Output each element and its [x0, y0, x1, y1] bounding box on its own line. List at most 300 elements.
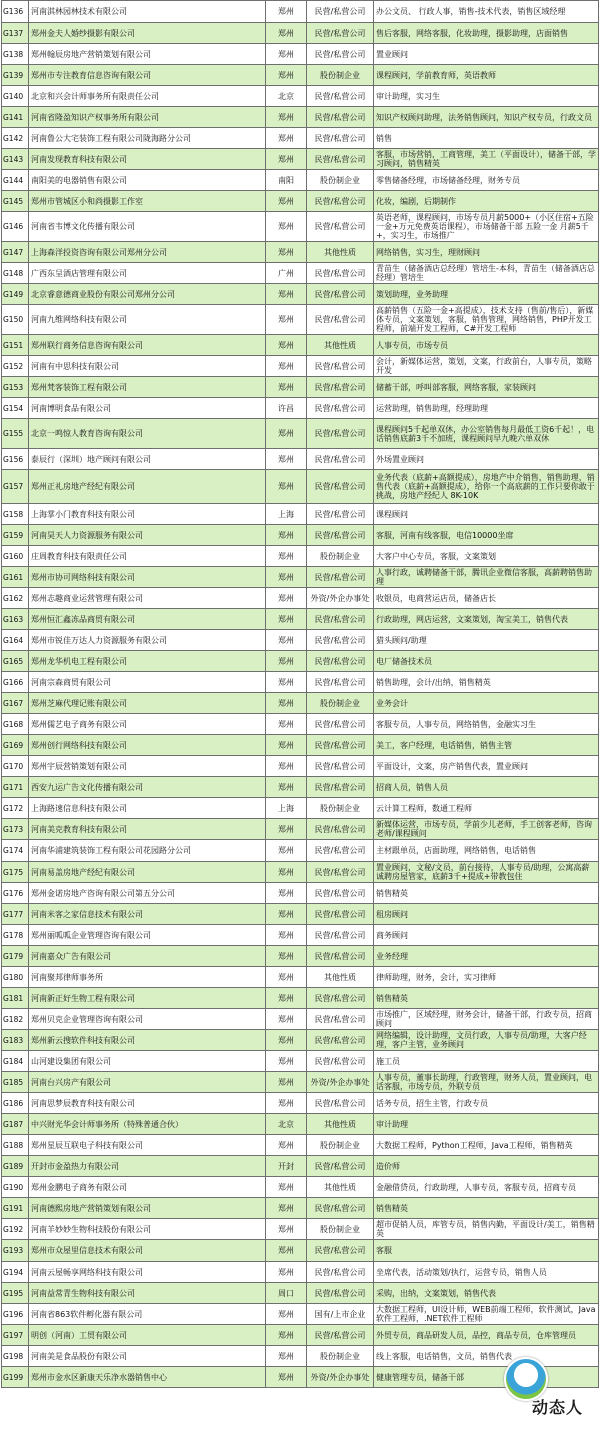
- row-id-cell: G148: [2, 263, 29, 284]
- row-id-cell: G139: [2, 65, 29, 86]
- positions-cell: 销售助理，会计/出纳，销售精英: [374, 672, 599, 693]
- table-row: [2, 904, 599, 925]
- table-row: [2, 305, 599, 335]
- positions-cell: 主材跟单员，店面助理，网络销售，电话销售: [374, 840, 599, 862]
- positions-cell: 网络销售，实习生，理财顾问: [374, 242, 599, 263]
- company-name-cell: 郑州金夫人婚纱摄影有限公司: [29, 23, 266, 44]
- row-id-cell: G172: [2, 798, 29, 819]
- city-cell: 郑州: [266, 862, 307, 883]
- row-id-cell: G184: [2, 1051, 29, 1072]
- city-cell: 郑州: [266, 377, 307, 398]
- row-id-cell: G164: [2, 630, 29, 651]
- company-type-cell: 民营/私营公司: [307, 356, 374, 377]
- table-row: [2, 419, 599, 449]
- company-type-cell: 民营/私营公司: [307, 819, 374, 840]
- table-row: [2, 44, 599, 65]
- company-name-cell: 河南美是食品股份有限公司: [29, 1346, 266, 1367]
- positions-cell: 储蓄干部，呼叫部客服，网络客服，家装顾问: [374, 377, 599, 398]
- positions-cell: 高薪销售（五险一金+高提成），技术支持（售前/售后），新媒体专员，文案策划，客服，销售管理，网络销售，PHP开发工程师，前端开发工程师，C#开发工程师: [374, 305, 599, 335]
- table-row: [2, 356, 599, 377]
- company-name-cell: 明创（河南）工贸有限公司: [29, 1325, 266, 1346]
- positions-cell: 坐席代表，活动策划/执行，运营专员，销售人员: [374, 1262, 599, 1283]
- city-cell: 郑州: [266, 1304, 307, 1325]
- city-cell: 郑州: [266, 449, 307, 470]
- city-cell: 上海: [266, 798, 307, 819]
- row-id-cell: G193: [2, 1240, 29, 1262]
- positions-cell: 青苗生（储备酒店总经理）管培生-本科，青苗生（储备酒店总经理）管培生: [374, 263, 599, 284]
- company-name-cell: 南阳美的电器销售有限公司: [29, 170, 266, 191]
- positions-cell: 英语老师，课程顾问，市场专员月薪5000+（小区住宿+五险一金+万元免费英语课程），市场储备干部 五险一金 月薪5千+，实习生，市场推广: [374, 212, 599, 242]
- company-type-cell: 民营/私营公司: [307, 1325, 374, 1346]
- row-id-cell: G171: [2, 777, 29, 798]
- company-name-cell: 上海掌小门教育科技有限公司: [29, 504, 266, 525]
- company-name-cell: 郑州市锐佳万达人力资源服务有限公司: [29, 630, 266, 651]
- positions-cell: 大数据工程师，Python工程师，Java工程师，销售精英: [374, 1135, 599, 1156]
- company-type-cell: 其他性质: [307, 1177, 374, 1198]
- company-name-cell: 河南淇林园林技术有限公司: [29, 1, 266, 23]
- city-cell: 郑州: [266, 1, 307, 23]
- company-name-cell: 河南发现教育科技有限公司: [29, 149, 266, 170]
- positions-cell: 商务顾问: [374, 925, 599, 946]
- positions-cell: 造价师: [374, 1156, 599, 1177]
- table-row: [2, 672, 599, 693]
- table-row: [2, 1030, 599, 1051]
- company-name-cell: 郑州龙华机电工程有限公司: [29, 651, 266, 672]
- company-type-cell: 民营/私营公司: [307, 212, 374, 242]
- company-type-cell: 民营/私营公司: [307, 1009, 374, 1030]
- company-type-cell: 其他性质: [307, 242, 374, 263]
- company-type-cell: 民营/私营公司: [307, 1283, 374, 1304]
- company-name-cell: 郑州星辰互联电子科技有限公司: [29, 1135, 266, 1156]
- row-id-cell: G168: [2, 714, 29, 735]
- city-cell: 郑州: [266, 925, 307, 946]
- watermark-text: 动态人: [532, 1398, 584, 1417]
- company-type-cell: 其他性质: [307, 967, 374, 988]
- company-type-cell: 民营/私营公司: [307, 756, 374, 777]
- company-type-cell: 股份制企业: [307, 546, 374, 567]
- positions-cell: 置业顾问: [374, 44, 599, 65]
- city-cell: 郑州: [266, 242, 307, 263]
- table-row: [2, 1114, 599, 1135]
- positions-cell: 平面设计，文案，房产销售代表，置业顾问: [374, 756, 599, 777]
- row-id-cell: G178: [2, 925, 29, 946]
- company-name-cell: 郑州翰辰房地产营销策划有限公司: [29, 44, 266, 65]
- company-type-cell: 民营/私营公司: [307, 1198, 374, 1219]
- positions-cell: 零售储备经理，市场储备经理，财务专员: [374, 170, 599, 191]
- row-id-cell: G180: [2, 967, 29, 988]
- row-id-cell: G147: [2, 242, 29, 263]
- city-cell: 郑州: [266, 44, 307, 65]
- company-type-cell: 民营/私营公司: [307, 504, 374, 525]
- positions-cell: 策划助理，业务助理: [374, 284, 599, 305]
- positions-cell: 办公文员、 行政人事，销售-技术代表，销售区域经理: [374, 1, 599, 23]
- table-row: [2, 23, 599, 44]
- positions-cell: 人事专员，市场专员: [374, 335, 599, 356]
- row-id-cell: G176: [2, 883, 29, 904]
- city-cell: 郑州: [266, 305, 307, 335]
- company-name-cell: 河南聚邦律师事务所: [29, 967, 266, 988]
- city-cell: 郑州: [266, 609, 307, 630]
- row-id-cell: G161: [2, 567, 29, 588]
- city-cell: 郑州: [266, 107, 307, 128]
- row-id-cell: G195: [2, 1283, 29, 1304]
- table-row: [2, 735, 599, 756]
- table-row: [2, 630, 599, 651]
- city-cell: 广州: [266, 263, 307, 284]
- table-row: [2, 284, 599, 305]
- company-name-cell: 河南博明食品有限公司: [29, 398, 266, 419]
- row-id-cell: G175: [2, 862, 29, 883]
- company-name-cell: 西安九运广告文化传播有限公司: [29, 777, 266, 798]
- city-cell: 郑州: [266, 1177, 307, 1198]
- table-row: [2, 588, 599, 609]
- city-cell: 郑州: [266, 904, 307, 925]
- company-type-cell: 民营/私营公司: [307, 284, 374, 305]
- row-id-cell: G169: [2, 735, 29, 756]
- positions-cell: 客服，市场营销，工商管理，美工（平面设计），储备干部，学习顾问，销售精英: [374, 149, 599, 170]
- row-id-cell: G185: [2, 1072, 29, 1093]
- city-cell: 郑州: [266, 191, 307, 212]
- row-id-cell: G165: [2, 651, 29, 672]
- company-type-cell: 民营/私营公司: [307, 1240, 374, 1262]
- city-cell: 郑州: [266, 1072, 307, 1093]
- table-row: [2, 756, 599, 777]
- table-row: [2, 651, 599, 672]
- city-cell: 郑州: [266, 1325, 307, 1346]
- positions-cell: 销售: [374, 128, 599, 149]
- company-name-cell: 河南思梦辰教育科技有限公司: [29, 1093, 266, 1114]
- city-cell: 北京: [266, 86, 307, 107]
- row-id-cell: G153: [2, 377, 29, 398]
- city-cell: 郑州: [266, 756, 307, 777]
- company-type-cell: 民营/私营公司: [307, 946, 374, 967]
- row-id-cell: G137: [2, 23, 29, 44]
- table-row: [2, 149, 599, 170]
- company-name-cell: 河南嘉众广告有限公司: [29, 946, 266, 967]
- city-cell: 郑州: [266, 588, 307, 609]
- city-cell: 郑州: [266, 1051, 307, 1072]
- row-id-cell: G145: [2, 191, 29, 212]
- company-type-cell: 股份制企业: [307, 1219, 374, 1240]
- company-type-cell: 外资/外企办事处: [307, 1072, 374, 1093]
- table-row: [2, 967, 599, 988]
- positions-cell: 化妆，编剧，后期制作: [374, 191, 599, 212]
- city-cell: 郑州: [266, 840, 307, 862]
- row-id-cell: G157: [2, 470, 29, 504]
- company-name-cell: 上海路速信息科技有限公司: [29, 798, 266, 819]
- table-row: [2, 263, 599, 284]
- company-name-cell: 北京睿意德商业股份有限公司郑州分公司: [29, 284, 266, 305]
- table-row: [2, 398, 599, 419]
- company-name-cell: 广西东呈酒店管理有限公司: [29, 263, 266, 284]
- company-name-cell: 郑州新云搜软件科技有限公司: [29, 1030, 266, 1051]
- company-name-cell: 河南美克教育科技有限公司: [29, 819, 266, 840]
- company-name-cell: 郑州芝麻代理记账有限公司: [29, 693, 266, 714]
- company-name-cell: 郑州贝克企业管理咨询有限公司: [29, 1009, 266, 1030]
- row-id-cell: G198: [2, 1346, 29, 1367]
- positions-cell: 客服: [374, 1240, 599, 1262]
- positions-cell: 律师助理，财务，会计，实习律师: [374, 967, 599, 988]
- company-name-cell: 郑州丽呱呱企业管理咨询有限公司: [29, 925, 266, 946]
- company-name-cell: 郑州志趣商业运营管理有限公司: [29, 588, 266, 609]
- company-type-cell: 民营/私营公司: [307, 777, 374, 798]
- positions-cell: 收银员，电商营运店员，储备店长: [374, 588, 599, 609]
- city-cell: 郑州: [266, 735, 307, 756]
- city-cell: 郑州: [266, 356, 307, 377]
- row-id-cell: G162: [2, 588, 29, 609]
- row-id-cell: G146: [2, 212, 29, 242]
- company-name-cell: 河南省隆盈知识产权事务所有限公司: [29, 107, 266, 128]
- company-type-cell: 民营/私营公司: [307, 925, 374, 946]
- company-type-cell: 民营/私营公司: [307, 23, 374, 44]
- positions-cell: 电厂储备技术员: [374, 651, 599, 672]
- watermark-logo: [502, 1357, 594, 1419]
- row-id-cell: G158: [2, 504, 29, 525]
- row-id-cell: G177: [2, 904, 29, 925]
- positions-cell: 客服，河南有线客服，电信10000坐席: [374, 525, 599, 546]
- city-cell: 郑州: [266, 967, 307, 988]
- positions-cell: 大数据工程师，UI设计师，WEB前端工程师，软件测试，Java软件工程师，.NET软件工程师: [374, 1304, 599, 1325]
- table-row: [2, 1325, 599, 1346]
- company-type-cell: 股份制企业: [307, 170, 374, 191]
- row-id-cell: G196: [2, 1304, 29, 1325]
- company-type-cell: 股份制企业: [307, 1135, 374, 1156]
- company-name-cell: 郑州市众屋里信息技术有限公司: [29, 1240, 266, 1262]
- company-type-cell: 民营/私营公司: [307, 1, 374, 23]
- city-cell: 郑州: [266, 284, 307, 305]
- row-id-cell: G138: [2, 44, 29, 65]
- positions-cell: 大客户中心专员，客服，文案策划: [374, 546, 599, 567]
- positions-cell: 网络编辑，设计助理，文员行政，人事专员/助理，大客户经理，客户主管，业务顾问: [374, 1030, 599, 1051]
- city-cell: 郑州: [266, 946, 307, 967]
- company-name-cell: 河南宗森商贸有限公司: [29, 672, 266, 693]
- company-type-cell: 民营/私营公司: [307, 630, 374, 651]
- positions-cell: 审计助理，实习生: [374, 86, 599, 107]
- row-id-cell: G197: [2, 1325, 29, 1346]
- company-name-cell: 北京一鸣惊人教育咨询有限公司: [29, 419, 266, 449]
- company-type-cell: 民营/私营公司: [307, 1093, 374, 1114]
- company-type-cell: 民营/私营公司: [307, 128, 374, 149]
- city-cell: 郑州: [266, 525, 307, 546]
- company-name-cell: 河南有中思科技有限公司: [29, 356, 266, 377]
- company-type-cell: 民营/私营公司: [307, 1051, 374, 1072]
- positions-cell: 课程顾问5千起单双休，办公室销售每月最低工资6千起！，电话销售底薪3千不加班，课程顾问早九晚六单双休: [374, 419, 599, 449]
- company-type-cell: 民营/私营公司: [307, 840, 374, 862]
- table-row: [2, 107, 599, 128]
- table-row: [2, 212, 599, 242]
- table-row: [2, 777, 599, 798]
- company-type-cell: 民营/私营公司: [307, 419, 374, 449]
- city-cell: 郑州: [266, 630, 307, 651]
- table-row: [2, 449, 599, 470]
- positions-cell: 话务专员，招生主管，行政专员: [374, 1093, 599, 1114]
- table-row: [2, 1304, 599, 1325]
- city-cell: 郑州: [266, 1135, 307, 1156]
- positions-cell: 市场推广，区域经理，财务会计，储备干部，行政专员，招商顾问: [374, 1009, 599, 1030]
- table-row: [2, 335, 599, 356]
- company-type-cell: 外资/外企办事处: [307, 1367, 374, 1388]
- row-id-cell: G142: [2, 128, 29, 149]
- positions-cell: 外场置业顾问: [374, 449, 599, 470]
- positions-cell: 销售精英: [374, 988, 599, 1009]
- company-name-cell: 河南德熙房地产营销策划有限公司: [29, 1198, 266, 1219]
- company-name-cell: 开封市金盈热力有限公司: [29, 1156, 266, 1177]
- positions-cell: 业务代表（底薪+高额提成），房地产中介销售，销售助理，销售代表（底薪+高额提成），给你一个高底薪的工作只要你敢于挑战，房地产经纪人 8K-10K: [374, 470, 599, 504]
- city-cell: 郑州: [266, 23, 307, 44]
- company-name-cell: 郑州市管城区小和尚摄影工作室: [29, 191, 266, 212]
- positions-cell: 知识产权顾问助理，法务销售顾问，知识产权专员，行政文员: [374, 107, 599, 128]
- table-row: [2, 1219, 599, 1240]
- company-name-cell: 河南省863软件孵化器有限公司: [29, 1304, 266, 1325]
- city-cell: 郑州: [266, 1198, 307, 1219]
- company-name-cell: 河南华浦建筑装饰工程有限公司花园路分公司: [29, 840, 266, 862]
- row-id-cell: G186: [2, 1093, 29, 1114]
- row-id-cell: G191: [2, 1198, 29, 1219]
- positions-cell: 招商人员，销售人员: [374, 777, 599, 798]
- positions-cell: 美工，客户经理，电话销售，销售主管: [374, 735, 599, 756]
- city-cell: 北京: [266, 1114, 307, 1135]
- city-cell: 郑州: [266, 470, 307, 504]
- positions-cell: 会计，新媒体运营，策划，文案，行政前台，人事专员，策略开发: [374, 356, 599, 377]
- company-name-cell: 河南新正好生物工程有限公司: [29, 988, 266, 1009]
- company-name-cell: 河南云屋畅享网络科技有限公司: [29, 1262, 266, 1283]
- city-cell: 郑州: [266, 651, 307, 672]
- city-cell: 上海: [266, 504, 307, 525]
- positions-cell: 课程顾问: [374, 504, 599, 525]
- city-cell: 郑州: [266, 819, 307, 840]
- row-id-cell: G136: [2, 1, 29, 23]
- company-name-cell: 河南昊天人力资源服务有限公司: [29, 525, 266, 546]
- table-row: [2, 862, 599, 883]
- company-name-cell: 郑州恒汇鑫冻品商贸有限公司: [29, 609, 266, 630]
- company-type-cell: 国有/上市企业: [307, 1304, 374, 1325]
- row-id-cell: G166: [2, 672, 29, 693]
- company-type-cell: 民营/私营公司: [307, 1262, 374, 1283]
- company-name-cell: 郑州市专注教育信息咨询有限公司: [29, 65, 266, 86]
- company-name-cell: 河南省韦博文化传播有限公司: [29, 212, 266, 242]
- company-type-cell: 民营/私营公司: [307, 609, 374, 630]
- company-type-cell: 股份制企业: [307, 65, 374, 86]
- company-name-cell: 中兴财光华会计师事务所（特殊普通合伙）: [29, 1114, 266, 1135]
- city-cell: 郑州: [266, 1219, 307, 1240]
- company-name-cell: 郑州联行商务信息咨询有限公司: [29, 335, 266, 356]
- company-name-cell: 河南米客之家信息技术有限公司: [29, 904, 266, 925]
- company-type-cell: 外资/外企办事处: [307, 588, 374, 609]
- table-row: [2, 714, 599, 735]
- row-id-cell: G154: [2, 398, 29, 419]
- city-cell: 郑州: [266, 65, 307, 86]
- row-id-cell: G149: [2, 284, 29, 305]
- company-type-cell: 民营/私营公司: [307, 149, 374, 170]
- table-row: [2, 693, 599, 714]
- table-row: [2, 1009, 599, 1030]
- positions-cell: 健康管理专员，储备干部: [374, 1367, 599, 1388]
- company-name-cell: 庄周教育科技有限责任公司: [29, 546, 266, 567]
- positions-cell: 课程顾问，学前教育师，英语教师: [374, 65, 599, 86]
- company-type-cell: 民营/私营公司: [307, 449, 374, 470]
- company-type-cell: 股份制企业: [307, 1346, 374, 1367]
- positions-cell: 行政助理，网店运营，文案策划，淘宝美工，销售代表: [374, 609, 599, 630]
- company-name-cell: 河南羊妙妙生物科技股份有限公司: [29, 1219, 266, 1240]
- table-row: [2, 1198, 599, 1219]
- positions-cell: 超市促销人员，库管专员，销售内勤，平面设计/美工，销售精英: [374, 1219, 599, 1240]
- positions-cell: 云计算工程师，数通工程师: [374, 798, 599, 819]
- company-name-cell: 郑州正礼房地产经纪有限公司: [29, 470, 266, 504]
- company-name-cell: 河南益常青生物科技有限公司: [29, 1283, 266, 1304]
- row-id-cell: G141: [2, 107, 29, 128]
- row-id-cell: G152: [2, 356, 29, 377]
- positions-cell: 客服专员，人事专员，网络销售，金融实习生: [374, 714, 599, 735]
- company-name-cell: 上海森洋投资咨询有限公司郑州分公司: [29, 242, 266, 263]
- table-row: [2, 840, 599, 862]
- company-type-cell: 民营/私营公司: [307, 883, 374, 904]
- company-name-cell: 北京和兴会计师事务所有限责任公司: [29, 86, 266, 107]
- city-cell: 郑州: [266, 672, 307, 693]
- company-type-cell: 民营/私营公司: [307, 263, 374, 284]
- city-cell: 郑州: [266, 335, 307, 356]
- company-type-cell: 民营/私营公司: [307, 191, 374, 212]
- positions-cell: 线上客服，电话销售，文员，销售代表: [374, 1346, 599, 1367]
- company-name-cell: 河南台兴房产有限公司: [29, 1072, 266, 1093]
- table-row: [2, 242, 599, 263]
- positions-cell: 业务经理: [374, 946, 599, 967]
- city-cell: 郑州: [266, 714, 307, 735]
- row-id-cell: G190: [2, 1177, 29, 1198]
- company-name-cell: 郑州金诺房地产咨询有限公司第五分公司: [29, 883, 266, 904]
- table-row: [2, 546, 599, 567]
- row-id-cell: G143: [2, 149, 29, 170]
- table-row: [2, 1156, 599, 1177]
- city-cell: 许昌: [266, 398, 307, 419]
- company-type-cell: 民营/私营公司: [307, 44, 374, 65]
- company-name-cell: 郑州儒艺电子商务有限公司: [29, 714, 266, 735]
- table-row: [2, 65, 599, 86]
- company-type-cell: 民营/私营公司: [307, 1156, 374, 1177]
- row-id-cell: G187: [2, 1114, 29, 1135]
- company-name-cell: 郑州创行网络科技有限公司: [29, 735, 266, 756]
- table-row: [2, 609, 599, 630]
- company-type-cell: 民营/私营公司: [307, 988, 374, 1009]
- city-cell: 郑州: [266, 883, 307, 904]
- row-id-cell: G167: [2, 693, 29, 714]
- city-cell: 郑州: [266, 567, 307, 588]
- table-row: [2, 377, 599, 398]
- positions-cell: 销售精英: [374, 883, 599, 904]
- company-type-cell: 股份制企业: [307, 798, 374, 819]
- row-id-cell: G182: [2, 1009, 29, 1030]
- company-name-cell: 河南九维网络科技有限公司: [29, 305, 266, 335]
- company-type-cell: 民营/私营公司: [307, 107, 374, 128]
- company-type-cell: 民营/私营公司: [307, 470, 374, 504]
- positions-cell: 业务会计: [374, 693, 599, 714]
- company-type-cell: 民营/私营公司: [307, 651, 374, 672]
- positions-cell: 售后客服，网络客服，化妆助理，摄影助理，店面销售: [374, 23, 599, 44]
- company-type-cell: 民营/私营公司: [307, 904, 374, 925]
- company-type-cell: 民营/私营公司: [307, 1030, 374, 1051]
- positions-cell: 金融借贷员，行政助理，人事专员，客服专员，招商专员: [374, 1177, 599, 1198]
- table-row: [2, 86, 599, 107]
- row-id-cell: G179: [2, 946, 29, 967]
- city-cell: 郑州: [266, 546, 307, 567]
- city-cell: 郑州: [266, 693, 307, 714]
- company-type-cell: 民营/私营公司: [307, 672, 374, 693]
- city-cell: 周口: [266, 1283, 307, 1304]
- table-row: [2, 170, 599, 191]
- company-type-cell: 民营/私营公司: [307, 86, 374, 107]
- row-id-cell: G159: [2, 525, 29, 546]
- row-id-cell: G156: [2, 449, 29, 470]
- row-id-cell: G150: [2, 305, 29, 335]
